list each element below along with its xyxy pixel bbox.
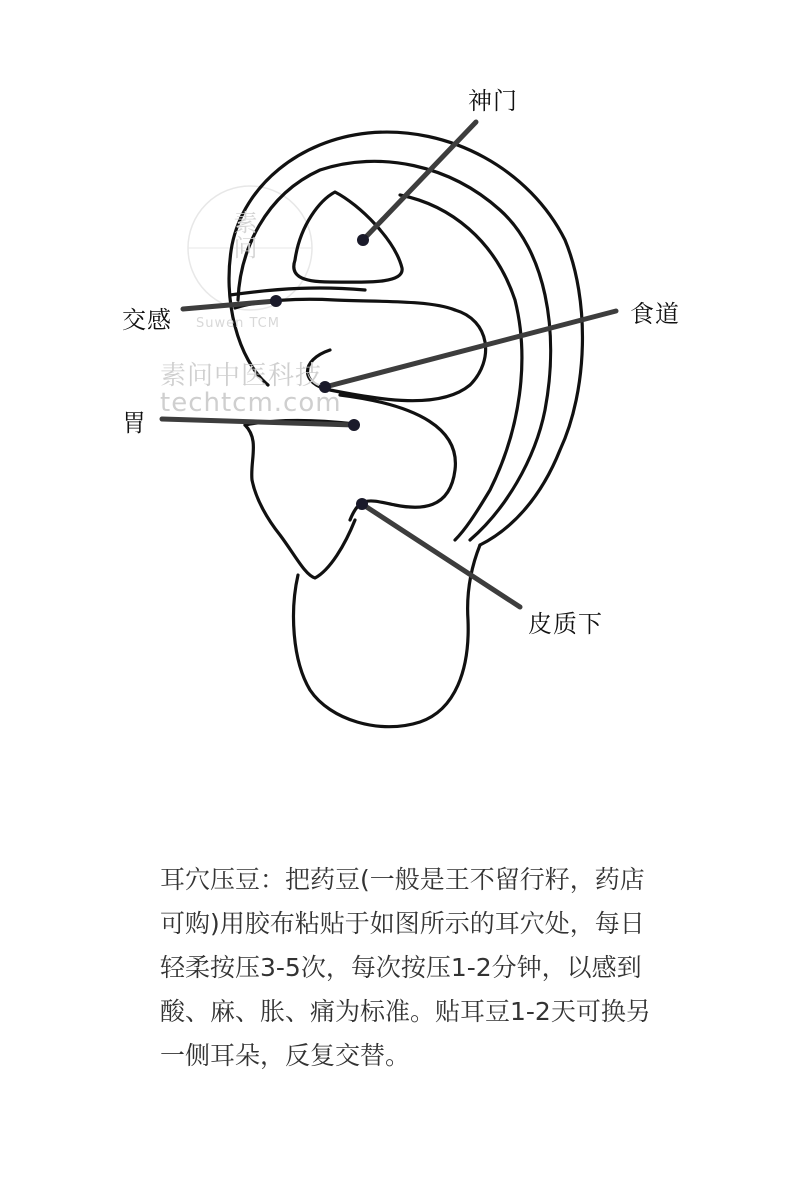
- watermark-url: techtcm.com: [160, 388, 342, 418]
- leader-shidao: [325, 311, 616, 387]
- label-shidao: 食道: [630, 300, 680, 328]
- label-jiaogan: 交感: [122, 306, 172, 334]
- point-shenmen: [357, 234, 369, 246]
- label-wei: 胃: [122, 409, 147, 437]
- watermark-brand-en: Suwen TCM: [196, 316, 280, 331]
- point-wei: [348, 419, 360, 431]
- label-pizhixia: 皮质下: [528, 610, 603, 638]
- description-text: 耳穴压豆：把药豆(一般是王不留行籽，药店可购)用胶布粘贴于如图所示的耳穴处，每日轻柔按压3-5次，每次按压1-2分钟，以感到酸、麻、胀、痛为标准。贴耳豆1-2天可换另一侧耳朵，反复交替。: [160, 865, 651, 1070]
- point-pizhixia: [356, 498, 368, 510]
- triangular-fossa: [294, 192, 402, 282]
- antihelix-ridge: [238, 161, 551, 540]
- watermark-logo-chars: 素问: [229, 210, 257, 260]
- leader-pizhixia: [362, 504, 520, 607]
- tragus: [245, 425, 355, 578]
- antihelix-ridge-2: [400, 195, 522, 540]
- watermark-name-cn: 素问中医科技: [160, 361, 323, 391]
- label-shenmen: 神门: [468, 87, 518, 115]
- point-jiaogan: [270, 295, 282, 307]
- helix-crus-2: [230, 288, 365, 295]
